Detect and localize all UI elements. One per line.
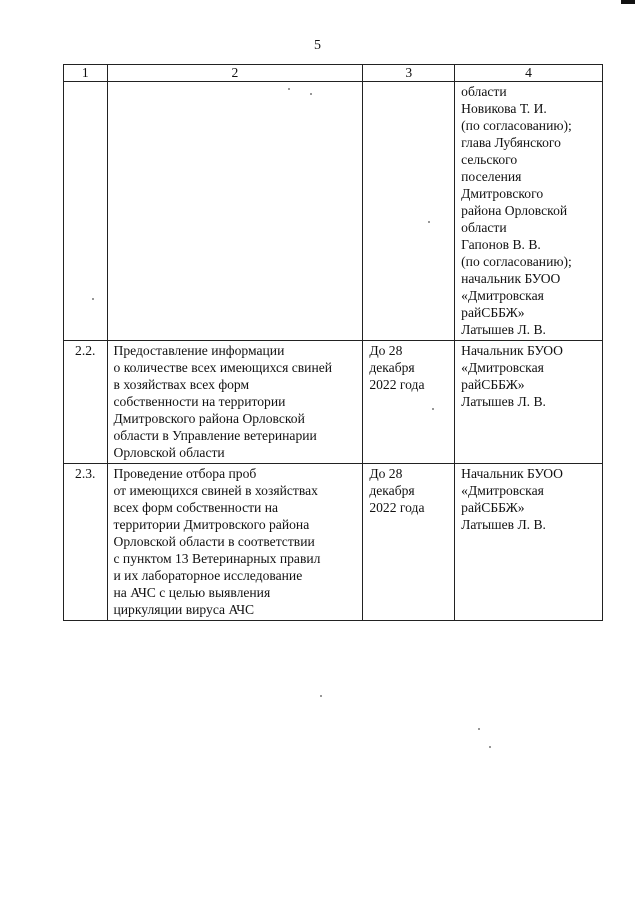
scan-speck — [288, 88, 290, 90]
responsible-line: Начальник БУОО — [461, 343, 563, 358]
scan-speck — [432, 408, 434, 410]
responsible-line: (по согласованию); — [461, 118, 572, 133]
measure-line: о количестве всех имеющихся свиней — [113, 360, 333, 375]
responsible-line: райСББЖ» — [461, 500, 525, 515]
measure-line: в хозяйствах всех форм — [113, 377, 250, 392]
measures-table — [63, 64, 603, 621]
measure-line: с пунктом 13 Ветеринарных правил — [113, 551, 321, 566]
header-col-1: 1 — [64, 65, 108, 82]
row-text — [107, 341, 363, 464]
table-header-row — [64, 65, 603, 82]
term-line: 2022 года — [369, 377, 425, 392]
row-number: 2.2. — [64, 341, 108, 464]
term-line: До 28 — [369, 343, 403, 358]
row-term — [363, 464, 455, 621]
row-number: 2.3. — [64, 464, 108, 621]
row-term — [363, 341, 455, 464]
term-line: декабря — [369, 483, 415, 498]
responsible-line: поселения — [461, 169, 522, 184]
table-row-2-2 — [64, 341, 603, 464]
measure-line: Дмитровского района Орловской — [113, 411, 305, 426]
responsible-line: Начальник БУОО — [461, 466, 563, 481]
measure-line: на АЧС с целью выявления — [113, 585, 271, 600]
term-line: декабря — [369, 360, 415, 375]
measure-line: Предоставление информации — [113, 343, 285, 358]
responsible-line: Дмитровского — [461, 186, 544, 201]
responsible-line: глава Лубянского — [461, 135, 561, 150]
responsible-line: райСББЖ» — [461, 377, 525, 392]
scan-speck — [320, 695, 322, 697]
scan-corner-mark — [621, 0, 635, 4]
scan-speck — [310, 93, 312, 95]
responsible-line: района Орловской — [461, 203, 568, 218]
responsible-line: «Дмитровская — [461, 288, 544, 303]
measure-line: циркуляции вируса АЧС — [113, 602, 255, 617]
responsible-line: области — [461, 84, 507, 99]
measure-line: и их лабораторное исследование — [113, 568, 303, 583]
responsible-line: Латышев Л. В. — [461, 517, 546, 532]
row-responsible — [455, 464, 603, 621]
responsible-line: «Дмитровская — [461, 360, 544, 375]
measure-line: Орловской области в соответствии — [113, 534, 315, 549]
header-col-3: 3 — [363, 65, 455, 82]
row-responsible — [455, 82, 603, 341]
scan-speck — [478, 728, 480, 730]
responsible-line: «Дмитровская — [461, 483, 544, 498]
measure-line: территории Дмитровского района — [113, 517, 310, 532]
header-col-4: 4 — [455, 65, 603, 82]
term-line: До 28 — [369, 466, 403, 481]
table-row-2-3 — [64, 464, 603, 621]
responsible-line: начальник БУОО — [461, 271, 561, 286]
measure-line: всех форм собственности на — [113, 500, 279, 515]
row-text — [107, 82, 363, 341]
scan-speck — [92, 298, 94, 300]
responsible-line: Латышев Л. В. — [461, 394, 546, 409]
responsible-line: Новикова Т. И. — [461, 101, 547, 116]
responsible-line: области — [461, 220, 507, 235]
term-line: 2022 года — [369, 500, 425, 515]
row-term — [363, 82, 455, 341]
header-col-2: 2 — [107, 65, 363, 82]
page-number: 5 — [314, 38, 321, 53]
row-number — [64, 82, 108, 341]
measure-line: Проведение отбора проб — [113, 466, 257, 481]
responsible-line: Гапонов В. В. — [461, 237, 541, 252]
measure-line: от имеющихся свиней в хозяйствах — [113, 483, 318, 498]
responsible-line: сельского — [461, 152, 518, 167]
row-text — [107, 464, 363, 621]
table-row-continued — [64, 82, 603, 341]
measure-line: области в Управление ветеринарии — [113, 428, 317, 443]
responsible-line: Латышев Л. В. — [461, 322, 546, 337]
row-responsible — [455, 341, 603, 464]
responsible-line: райСББЖ» — [461, 305, 525, 320]
scan-speck — [428, 221, 430, 223]
measure-line: собственности на территории — [113, 394, 286, 409]
measure-line: Орловской области — [113, 445, 225, 460]
scan-speck — [489, 746, 491, 748]
responsible-line: (по согласованию); — [461, 254, 572, 269]
